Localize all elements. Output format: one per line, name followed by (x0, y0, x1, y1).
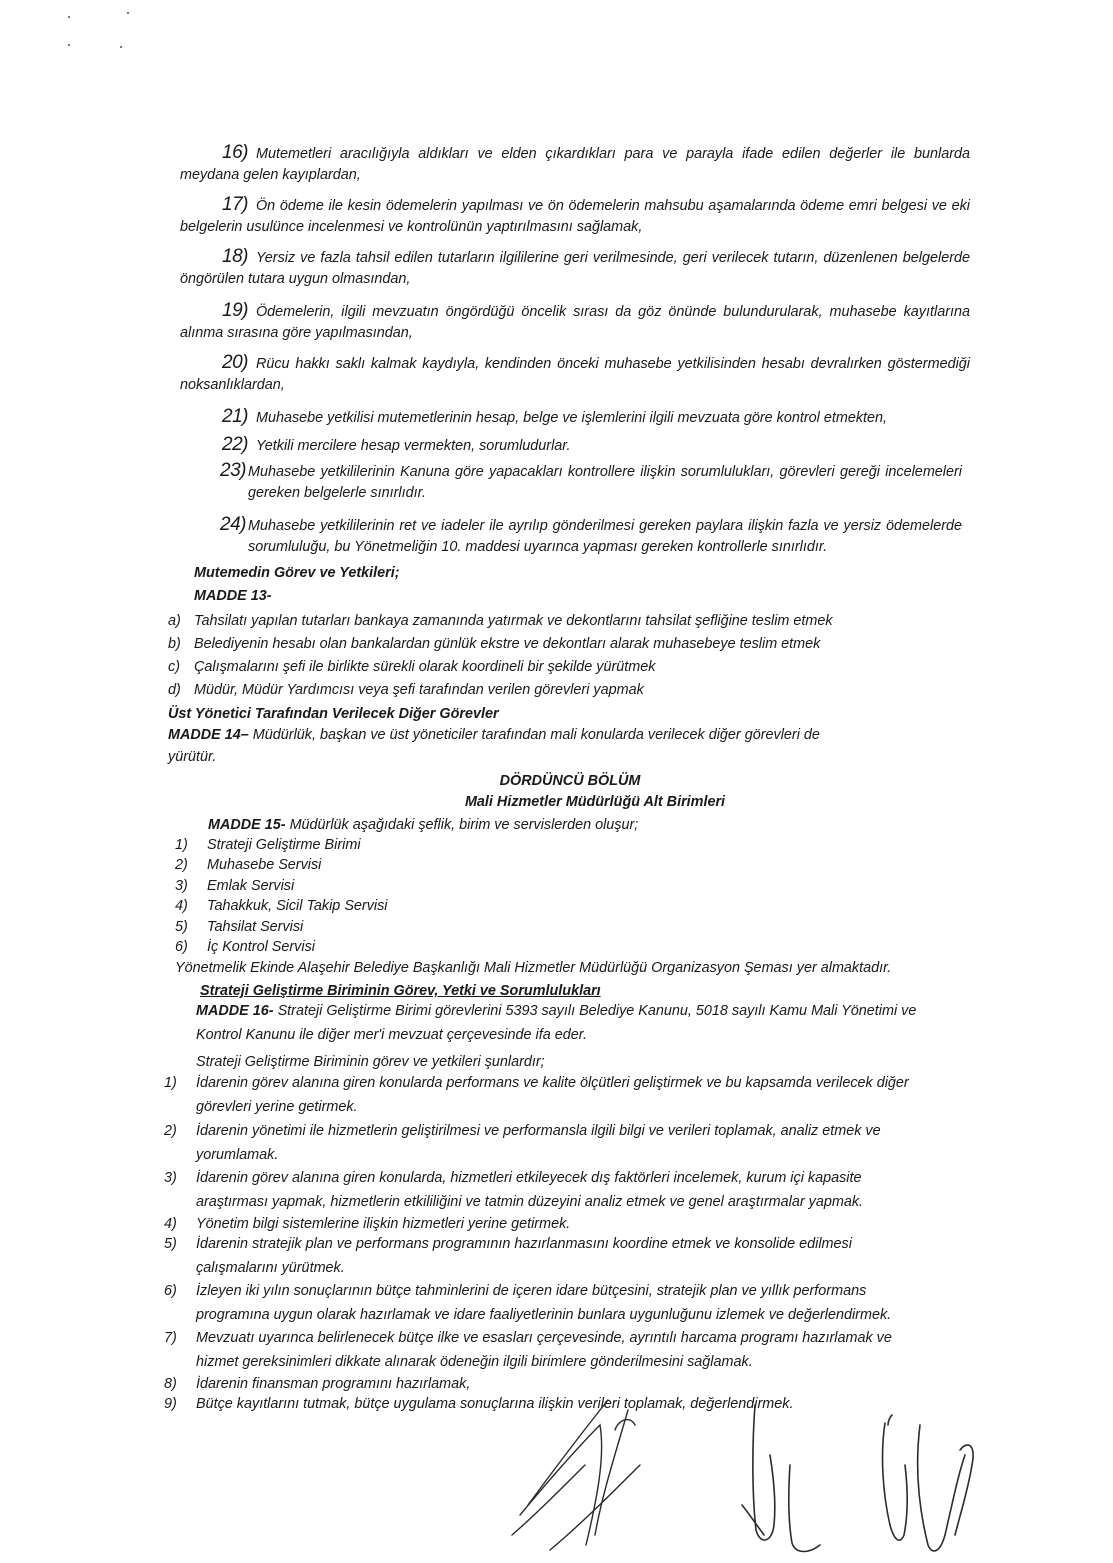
madde-15-label: MADDE 15- (208, 817, 286, 833)
item-text-line2: çalışmalarını yürütmek. (196, 1260, 345, 1276)
madde-16-label: MADDE 16- (196, 1003, 274, 1019)
item-text: Belediyenin hesabı olan bankalardan günlük ekstre ve dekontları alarak muhasebeye teslim etmek (194, 636, 821, 652)
madde-15 (208, 815, 638, 836)
signature-3 (883, 1415, 974, 1551)
item-text: Muhasebe Servisi (207, 857, 322, 873)
item-text: Tahsilat Servisi (207, 919, 304, 935)
article-22 (222, 434, 967, 457)
item-text: İç Kontrol Servisi (207, 939, 315, 955)
article-text: Ön ödeme ile kesin ödemelerin yapılması ve ön ödemelerin mahsubu aşamalarında ödeme emri belgesi ve eki belgelerin usulünce incelenmesi ve kontrolünün yaptırılmasını sağlamak, (180, 198, 970, 235)
item-number: 8) (164, 1376, 177, 1392)
article-17 (180, 194, 970, 238)
item-text: Müdür, Müdür Yardımcısı veya şefi tarafından verilen görevleri yapmak (194, 682, 644, 698)
article-24 (222, 516, 962, 558)
item-text-line1: Mevzuatı uyarınca belirlenecek bütçe ilke ve esasları çerçevesinde, ayrıntılı harcama programı hazırlamak ve (196, 1330, 892, 1346)
madde-15-intro: Müdürlük aşağıdaki şeflik, birim ve servislerden oluşur; (289, 817, 639, 833)
item-number: 1) (175, 837, 188, 853)
item-number: 6) (164, 1283, 177, 1299)
article-number: 22) (222, 434, 248, 455)
scan-speck (127, 12, 129, 14)
madde-14-label: MADDE 14– (168, 727, 249, 743)
item-text-line1: İzleyen iki yılın sonuçlarının bütçe tahminlerini de içeren idare bütçesini, stratejik plan ve yıllık performans (196, 1283, 867, 1299)
section-subtitle: Mali Hizmetler Müdürlüğü Alt Birimleri (464, 794, 726, 810)
signatures (490, 1395, 1110, 1563)
article-number: 18) (222, 246, 248, 267)
item-number: 1) (164, 1075, 177, 1091)
article-number: 17) (222, 194, 248, 215)
item-text-line1: İdarenin stratejik plan ve performans programının hazırlanmasını koordine etmek ve konsolide edilmesi (196, 1236, 852, 1252)
signature-2 (742, 1405, 820, 1552)
strateji-heading: Strateji Geliştirme Biriminin Görev, Yetki ve Sorumlulukları (200, 983, 601, 999)
scan-speck (120, 46, 122, 48)
item-text-line2: programına uygun olarak hazırlamak ve idare faaliyetlerinin bunlara uygunluğunu izlemek ve değerlendirmek. (196, 1307, 892, 1323)
article-text: Yersiz ve fazla tahsil edilen tutarların ilgililerine geri verilmesinde, geri verilecek tutarın, düzenlenen belgelerde öngörülen tutara uygun olmasından, (180, 250, 970, 287)
article-text: Yetkili mercilere hesap vermekten, sorumludurlar. (255, 438, 571, 454)
item-text: Strateji Geliştirme Birimi (207, 837, 361, 853)
article-18 (180, 246, 970, 290)
item-number: 9) (164, 1396, 177, 1412)
ust-yonetici-heading: Üst Yönetici Tarafından Verilecek Diğer Görevler (168, 706, 499, 722)
item-text-line1: İdarenin görev alanına giren konularda performans ve kalite ölçütleri geliştirmek ve bu kapsamda verilecek diğer (196, 1075, 909, 1091)
item-text-line1: İdarenin finansman programını hazırlamak, (196, 1376, 471, 1392)
mutemed-heading: Mutemedin Görev ve Yetkileri; (194, 565, 400, 581)
article-number: 23) (220, 460, 246, 481)
article-23 (222, 462, 962, 504)
madde-14-cont: yürütür. (168, 749, 217, 765)
item-number: d) (168, 682, 181, 698)
article-text: Muhasebe yetkilisi mutemetlerinin hesap, belge ve işlemlerini ilgili mevzuata göre kontrol etmekten, (255, 410, 888, 426)
article-text: Ödemelerin, ilgili mevzuatın öngördüğü öncelik sırası da göz önünde bulundurularak, muhasebe kayıtlarına alınma sırasına göre yapılmasından, (180, 304, 970, 341)
strateji-duty-7 (164, 1328, 964, 1373)
madde-14 (168, 725, 820, 746)
item-number: 4) (175, 898, 188, 914)
madde-16 (196, 1001, 916, 1022)
article-text: Rücu hakkı saklı kalmak kaydıyla, kendinden önceki muhasebe yetkilisinden hesabı devralırken göstermediği noksanlıklardan, (180, 356, 970, 393)
organization-note: Yönetmelik Ekinde Alaşehir Belediye Başkanlığı Mali Hizmetler Müdürlüğü Organizasyon Şeması yer almaktadır. (175, 960, 892, 976)
strateji-duty-6 (164, 1281, 964, 1326)
item-text: Tahsilatı yapılan tutarları bankaya zamanında yatırmak ve dekontlarını tahsilat şefliğine teslim etmek (194, 613, 833, 629)
item-text-line2: yorumlamak. (196, 1147, 279, 1163)
item-text-line2: görevleri yerine getirmek. (196, 1099, 358, 1115)
item-number: 5) (164, 1236, 177, 1252)
item-text: Tahakkuk, Sicil Takip Servisi (207, 898, 388, 914)
item-text: Emlak Servisi (207, 878, 295, 894)
strateji-duty-1 (164, 1073, 964, 1118)
article-number: 20) (222, 352, 248, 373)
madde-16-text: Strateji Geliştirme Birimi görevlerini 5393 sayılı Belediye Kanunu, 5018 sayılı Kamu Mali Yönetimi ve (277, 1003, 917, 1019)
item-number: 4) (164, 1216, 177, 1232)
item-number: b) (168, 636, 181, 652)
item-number: a) (168, 613, 181, 629)
scan-speck (68, 44, 70, 46)
article-19 (180, 300, 970, 344)
item-text-line2: hizmet gereksinimleri dikkate alınarak ödeneğin ilgili birimlere gönderilmesini sağlamak. (196, 1354, 753, 1370)
item-number: c) (168, 659, 180, 675)
madde-14-text: Müdürlük, başkan ve üst yöneticiler tarafından mali konularda verilecek diğer görevleri de (252, 727, 820, 743)
signature-1 (512, 1400, 640, 1550)
article-16 (180, 142, 970, 186)
madde-16-cont: Kontrol Kanunu ile diğer mer'i mevzuat çerçevesinde ifa eder. (196, 1027, 587, 1043)
item-number: 2) (175, 857, 188, 873)
strateji-duty-4 (164, 1214, 964, 1235)
item-text-line1: Bütçe kayıtlarını tutmak, bütçe uygulama sonuçlarına ilişkin verileri toplamak, değerlendirmek. (196, 1396, 794, 1412)
item-number: 6) (175, 939, 188, 955)
item-number: 7) (164, 1330, 177, 1346)
section-title: DÖRDÜNCÜ BÖLÜM (499, 773, 641, 789)
article-text: Mutemetleri aracılığıyla aldıkları ve elden çıkardıkları para ve parayla ifade edilen değerler ile bunlarda meydana gelen kayıplardan, (180, 146, 970, 183)
article-text: Muhasebe yetkililerinin ret ve iadeler ile ayrılıp gönderilmesi gereken paylara ilişkin fazla ve yersiz ödemelerde sorumluluğu, bu Yönetmeliğin 10. maddesi uyarınca yapması gereken kontrollerle sınırlıdır. (248, 518, 962, 555)
item-text-line1: Yönetim bilgi sistemlerine ilişkin hizmetleri yerine getirmek. (196, 1216, 571, 1232)
article-number: 19) (222, 300, 248, 321)
item-text-line2: araştırması yapmak, hizmetlerin etkililiğini ve tatmin düzeyini analiz etmek ve genel araştırmalar yapmak. (196, 1194, 864, 1210)
strateji-duty-5 (164, 1234, 964, 1279)
item-text-line1: İdarenin yönetimi ile hizmetlerin geliştirilmesi ve performansla ilgili bilgi ve verileri toplamak, analiz etmek ve (196, 1123, 881, 1139)
item-number: 3) (175, 878, 188, 894)
strateji-lead: Strateji Geliştirme Biriminin görev ve yetkileri şunlardır; (196, 1054, 545, 1070)
strateji-duty-2 (164, 1121, 964, 1166)
article-text: Muhasebe yetkililerinin Kanuna göre yapacakları kontrollere ilişkin sorumlulukları, görevleri gereği incelemeleri gereken belgelerle sınırlıdır. (248, 464, 962, 501)
item-number: 2) (164, 1123, 177, 1139)
item-text: Çalışmalarını şefi ile birlikte sürekli olarak koordineli bir şekilde yürütmek (194, 659, 656, 675)
article-20 (180, 352, 970, 396)
item-number: 5) (175, 919, 188, 935)
article-number: 24) (220, 514, 246, 535)
article-21 (222, 406, 967, 429)
scan-speck (68, 16, 70, 18)
article-number: 16) (222, 142, 248, 163)
item-text-line1: İdarenin görev alanına giren konularda, hizmetleri etkileyecek dış faktörleri incelemek, kurum içi kapasite (196, 1170, 862, 1186)
strateji-duty-3 (164, 1168, 964, 1213)
strateji-duty-8 (164, 1374, 964, 1395)
madde-13-label: MADDE 13- (194, 588, 272, 604)
item-number: 3) (164, 1170, 177, 1186)
article-number: 21) (222, 406, 248, 427)
